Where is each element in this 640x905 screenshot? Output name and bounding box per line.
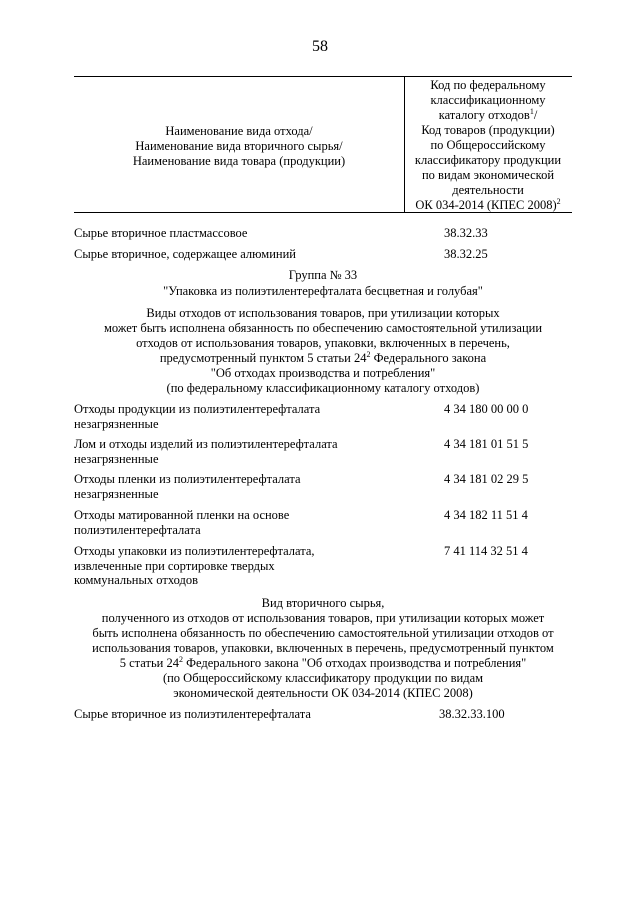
header-left-line: Наименование вида товара (продукции) [132,154,346,168]
row-name: Лом и отходы изделий из полиэтилентерефталата незагрязненные [74,437,338,466]
header-right-line: классификационному [430,93,546,107]
heading-line: 5 статьи $24^2$ Федерального закона "Об отходах производства и потребления" [119,654,527,670]
header-left-line: Наименование вида отхода/ [165,124,313,138]
header-right-line: по Общероссийскому [430,138,546,152]
heading-line: отходов от использования товаров, упаковки, включенных в перечень, [136,336,510,350]
heading-line: быть исполнена обязанность по обеспечению самостоятельной утилизации отходов от [92,626,554,640]
heading-line: Вид вторичного сырья, [261,596,385,610]
heading-line: полученного из отходов от использования товаров, при утилизации которых может [101,611,545,625]
row-name: Сырье вторичное пластмассовое [74,226,248,240]
header-right-line: по видам экономической [421,168,555,182]
row-name: Отходы упаковки из полиэтилентерефталата, извлеченные при сортировке твердых коммунальных отходов [74,544,315,587]
heading-line: "Об отходах производства и потребления" [210,366,436,380]
header-left-line: Наименование вида вторичного сырья/ [135,139,343,153]
row-code: 4 34 180 00 00 0 [444,402,529,416]
table-top-rule [74,76,572,77]
row-code: 38.32.25 [444,247,488,261]
row-code: 7 41 114 32 51 4 [444,544,528,558]
page-number: 58 [312,38,328,55]
heading-line: может быть исполнена обязанность по обеспечению самостоятельной утилизации [103,321,543,335]
row-code: 4 34 182 11 51 4 [444,508,528,522]
footnote-marker: 2 [556,196,561,206]
header-right-line: ОК 034-2014 (КПЕС 2008)$^2$ [415,196,561,212]
heading-line: (по Общероссийскому классификатору продукции по видам [162,671,484,685]
header-name-column [74,124,404,169]
group-subtitle: "Упаковка из полиэтилентерефталата бесцветная и голубая" [163,284,483,298]
row-name: Отходы пленки из полиэтилентерефталата незагрязненные [74,472,301,501]
header-right-line: деятельности [452,183,524,197]
heading-line: предусмотренный пунктом 5 статьи $24^2$ Федерального закона [159,349,487,365]
row-name: Сырье вторичное, содержащее алюминий [74,247,296,261]
heading-line: Виды отходов от использования товаров, при утилизации которых [146,306,500,320]
heading-line: использования товаров, упаковки, включенных в перечень, предусмотренный пунктом [92,641,554,655]
row-name: Отходы матированной пленки на основе полиэтилентерефталата [74,508,290,537]
group-title: Группа № 33 [288,268,358,282]
row-code: 38.32.33.100 [439,707,505,721]
footnote-marker: 1 [529,106,534,116]
secondary-section-heading [74,596,572,701]
header-code-column [404,78,572,213]
header-right-line: Код по федеральному [430,78,546,92]
header-right-line: каталогу отходов$^1$/ [438,106,538,122]
heading-line: (по федеральному классификационному каталогу отходов) [166,381,480,395]
row-code: 4 34 181 02 29 5 [444,472,529,486]
row-name: Сырье вторичное из полиэтилентерефталата [74,707,311,721]
waste-section-heading [74,306,572,396]
row-code: 38.32.33 [444,226,488,240]
row-name: Отходы продукции из полиэтилентерефталата незагрязненные [74,402,321,431]
header-right-line: Код товаров (продукции) [421,123,555,137]
row-code: 4 34 181 01 51 5 [444,437,529,451]
heading-line: экономической деятельности ОК 034-2014 (КПЕС 2008) [173,686,473,700]
header-right-line: классификатору продукции [414,153,562,167]
